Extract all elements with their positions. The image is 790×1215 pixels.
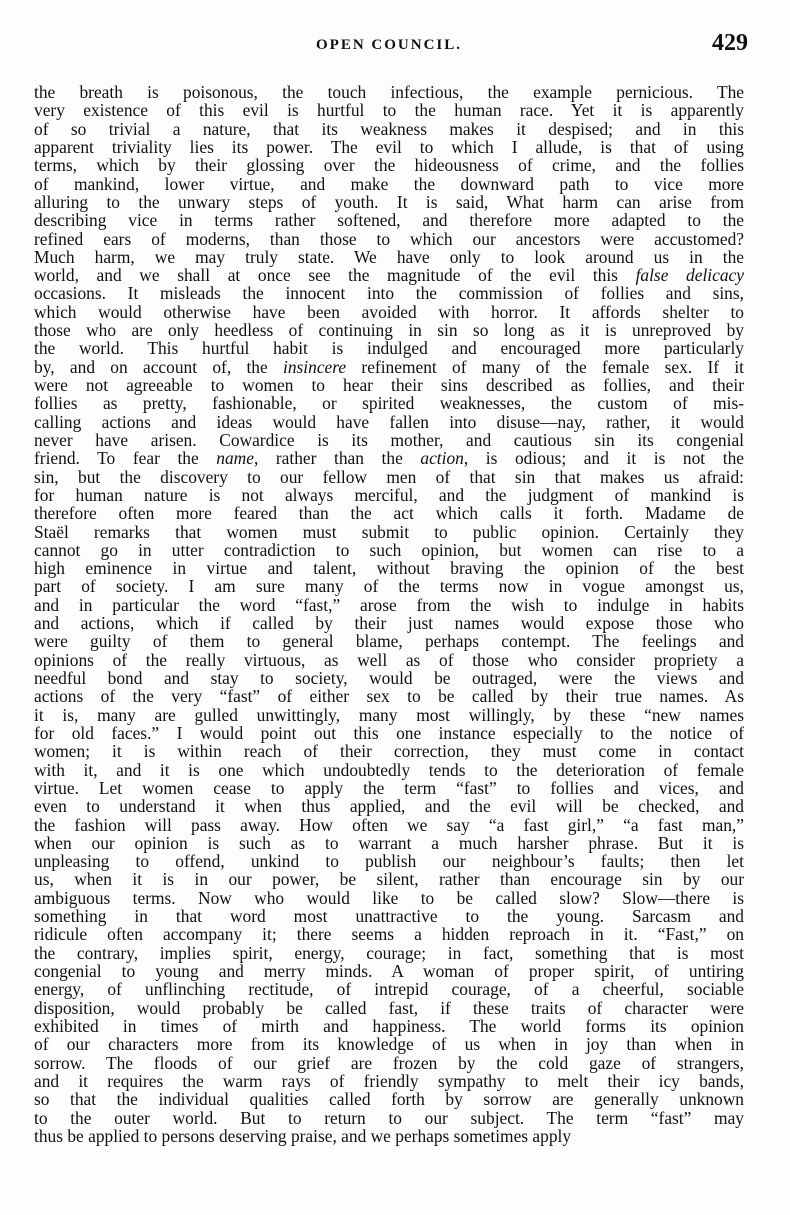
text-line: follies as pretty, fashionable, or spirited weaknesses, the custom of mis- [34,393,744,414]
page-header [30,30,748,62]
text-line: calling actions and ideas would have fallen into disuse—nay, rather, it would [34,411,744,432]
page-number: 429 [712,30,748,56]
text-line: by, and on account of, the insincere refinement of many of the female sex. If it [34,356,744,377]
text-line: which would otherwise have been avoided with horror. It affords shelter to [34,301,744,322]
text-line: for human nature is not always merciful, and the judgment of mankind is [34,484,744,505]
article-body [34,83,744,1145]
text-line: friend. To fear the name, rather than the action, is odious; and it is not the [34,448,744,469]
text-line: never have arisen. Cowardice is its mother, and cautious sin its congenial [34,429,744,450]
text-line: the contrary, implies spirit, energy, courage; in fact, something that is most [34,942,744,963]
text-line: ridicule often accompany it; there seems a hidden reproach in it. “Fast,” on [34,924,744,945]
text-line: with it, and it is one which undoubtedly tends to the deterioration of female [34,759,744,780]
text-line: those who are only heedless of continuing in sin so long as it is unreproved by [34,320,744,341]
text-line: opinions of the really virtuous, as well as of those who consider propriety a [34,649,744,670]
text-line: cannot go in utter contradiction to such opinion, but women can rise to a [34,539,744,560]
text-line: the breath is poisonous, the touch infectious, the example pernicious. The [34,82,744,102]
text-line: sin, but the discovery to our fellow men of that sin that makes us afraid: [34,466,744,487]
text-line: unpleasing to offend, unkind to publish our neighbour’s faults; then let [34,851,744,872]
text-line: thus be applied to persons deserving praise, and we perhaps sometimes apply [34,1125,572,1146]
text-line: something in that word most unattractive to the young. Sarcasm and [34,906,744,927]
text-line: the world. This hurtful habit is indulged and encouraged more particularly [34,338,744,359]
text-line: and actions, which if called by their just names would expose those who [34,613,744,634]
text-line: needful bond and stay to society, would be outraged, were the views and [34,668,744,688]
text-line: when our opinion is such as to warrant a much harsher phrase. But it is [34,832,744,853]
text-line: part of society. I am sure many of the terms now in vogue amongst us, [34,576,744,597]
text-line: of mankind, lower virtue, and make the downward path to vice more [34,173,744,194]
text-line: so that the individual qualities called forth by sorrow are generally unknown [34,1089,744,1110]
text-line: terms, which by their glossing over the hideousness of crime, and the follies [34,155,744,176]
text-line: of our characters more from its knowledge of us when in joy than when in [34,1034,744,1055]
text-line: world, and we shall at once see the magnitude of the evil this false delicacy [34,265,744,286]
text-line: alluring to the unwary steps of youth. It is said, What harm can arise from [34,191,744,212]
text-line: describing vice in terms rather softened, and therefore more adapted to the [34,210,744,231]
text-line: high eminence in virtue and talent, without braving the opinion of the best [34,558,744,579]
text-line: and it requires the warm rays of friendly sympathy to melt their icy bands, [34,1070,744,1091]
text-line: and in particular the word “fast,” arose from the wish to indulge in habits [34,594,744,615]
text-line: to the outer world. But to return to our subject. The term “fast” may [34,1107,744,1128]
text-line: were guilty of them to general blame, perhaps contempt. The feelings and [34,631,744,652]
text-line: us, when it is in our power, be silent, rather than encourage sin by our [34,869,744,890]
text-line: for old faces.” I would point out this one instance especially to the notice of [34,722,744,743]
text-line: the fashion will pass away. How often we say “a fast girl,” “a fast man,” [34,814,744,835]
text-line: of so trivial a nature, that its weakness makes it despised; and in this [34,118,744,139]
text-line: exhibited in times of mirth and happiness. The world forms its opinion [34,1015,744,1036]
text-line: refined ears of moderns, than those to which our ancestors were accustomed? [34,228,744,249]
text-line: very existence of this evil is hurtful to the human race. Yet it is apparently [34,100,744,121]
text-line: ambiguous terms. Now who would like to be called slow? Slow—there is [34,887,744,908]
text-line: congenial to young and merry minds. A woman of proper spirit, of untiring [34,961,744,981]
text-line: it is, many are gulled unwittingly, many most willingly, by these “new names [34,704,744,725]
text-line: disposition, would probably be called fast, if these traits of character were [34,997,744,1018]
text-line: occasions. It misleads the innocent into the commission of follies and sins, [34,283,744,304]
text-line: virtue. Let women cease to apply the term “fast” to follies and vices, and [34,777,744,798]
text-line: women; it is within reach of their correction, they must come in contact [34,741,744,762]
text-line: sorrow. The floods of our grief are frozen by the cold gaze of strangers, [34,1052,744,1073]
text-line: Staël remarks that women must submit to public opinion. Certainly they [34,521,744,542]
text-line: even to understand it when thus applied, and the evil will be checked, and [34,796,744,817]
text-line: were not agreeable to women to hear their sins described as follies, and their [34,375,744,395]
text-line: Much harm, we may truly state. We have only to look around us in the [34,246,744,267]
text-line: actions of the very “fast” of either sex to be called by their true names. As [34,686,744,707]
text-line: apparent triviality lies its power. The evil to which I allude, is that of using [34,136,744,157]
text-line: energy, of unflinching rectitude, of intrepid courage, of a cheerful, sociable [34,979,744,1000]
running-head: OPEN COUNCIL. [315,37,462,53]
text-line: therefore often more feared than the act which calls it forth. Madame de [34,503,744,524]
